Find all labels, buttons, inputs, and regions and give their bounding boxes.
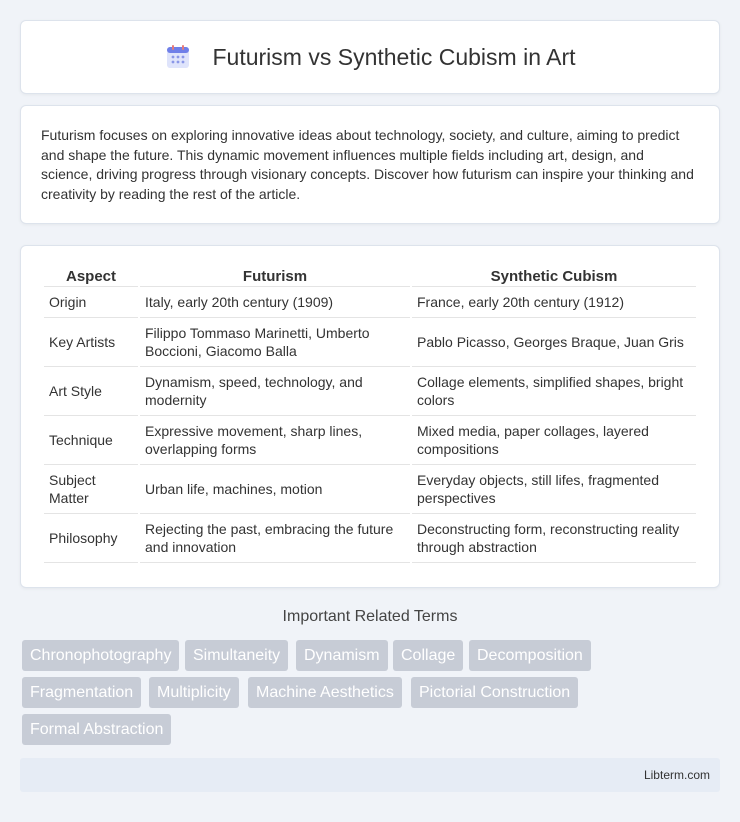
cell-aspect: Key Artists — [44, 318, 138, 367]
intro-text: Futurism focuses on exploring innovative ideas about technology, society, and culture, aiming to predict and shape the future. This dynamic movement influences multiple fields including art, design, and science, driving progress through visionary concepts. Discover how futurism can inspire your thinking and creativity by reading the rest of the article. — [41, 127, 694, 202]
cell-aspect: Subject Matter — [44, 465, 138, 514]
table-header-row — [44, 264, 696, 287]
table-row — [44, 287, 696, 318]
table-row — [44, 367, 696, 416]
tag-formal-abstraction[interactable]: Formal Abstraction — [22, 714, 171, 745]
cell-futurism: Dynamism, speed, technology, and modernity — [140, 367, 410, 416]
cell-synthetic-cubism: Everyday objects, still lifes, fragmented perspectives — [412, 465, 696, 514]
header-futurism: Futurism — [140, 264, 410, 287]
tag-machine-aesthetics[interactable]: Machine Aesthetics — [248, 677, 402, 708]
intro-card — [20, 105, 720, 224]
table-row — [44, 416, 696, 465]
cell-synthetic-cubism: Collage elements, simplified shapes, bright colors — [412, 367, 696, 416]
cell-synthetic-cubism: Deconstructing form, reconstructing reality through abstraction — [412, 514, 696, 563]
tag-chronophotography[interactable]: Chronophotography — [22, 640, 179, 671]
table-row — [44, 514, 696, 563]
comparison-table-card — [20, 245, 720, 588]
cell-futurism: Italy, early 20th century (1909) — [140, 287, 410, 318]
cell-synthetic-cubism: France, early 20th century (1912) — [412, 287, 696, 318]
title-card — [20, 20, 720, 94]
table-row — [44, 465, 696, 514]
cell-aspect: Technique — [44, 416, 138, 465]
table-row — [44, 318, 696, 367]
footer — [20, 758, 720, 792]
page-title: Futurism vs Synthetic Cubism in Art — [212, 43, 576, 70]
cell-futurism: Expressive movement, sharp lines, overlapping forms — [140, 416, 410, 465]
cell-synthetic-cubism: Pablo Picasso, Georges Braque, Juan Gris — [412, 318, 696, 367]
tag-collage[interactable]: Collage — [393, 640, 463, 671]
header-synthetic-cubism: Synthetic Cubism — [412, 264, 696, 287]
cell-synthetic-cubism: Mixed media, paper collages, layered compositions — [412, 416, 696, 465]
tag-multiplicity[interactable]: Multiplicity — [149, 677, 239, 708]
cell-aspect: Origin — [44, 287, 138, 318]
tag-pictorial-construction[interactable]: Pictorial Construction — [411, 677, 578, 708]
tag-dynamism[interactable]: Dynamism — [296, 640, 388, 671]
footer-site-link[interactable]: Libterm.com — [643, 768, 710, 782]
tag-fragmentation[interactable]: Fragmentation — [22, 677, 141, 708]
cell-aspect: Art Style — [44, 367, 138, 416]
comparison-table — [42, 264, 698, 563]
tag-decomposition[interactable]: Decomposition — [469, 640, 591, 671]
related-terms-title: Important Related Terms — [282, 608, 458, 625]
header-aspect: Aspect — [44, 264, 138, 287]
cell-futurism: Rejecting the past, embracing the future and innovation — [140, 514, 410, 563]
cell-aspect: Philosophy — [44, 514, 138, 563]
cell-futurism: Urban life, machines, motion — [140, 465, 410, 514]
tag-simultaneity[interactable]: Simultaneity — [185, 640, 288, 671]
calendar-grid-icon — [165, 44, 191, 70]
cell-futurism: Filippo Tommaso Marinetti, Umberto Boccioni, Giacomo Balla — [140, 318, 410, 367]
